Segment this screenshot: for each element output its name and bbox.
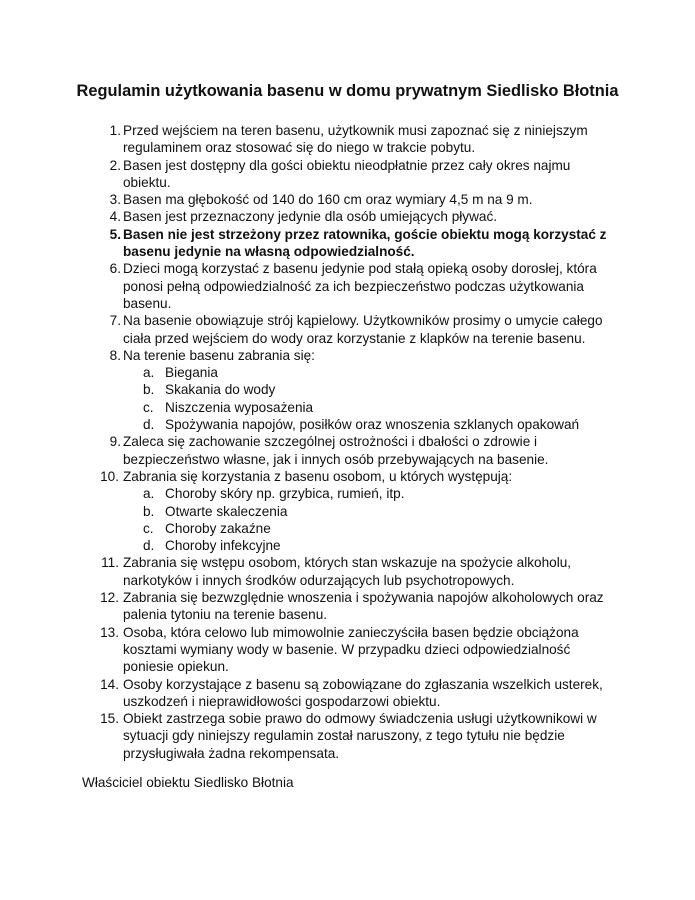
sublist-item: [123, 537, 619, 554]
rule-item: [99, 554, 619, 589]
sublist-letter: b.: [143, 503, 155, 519]
rule-text: Zaleca się zachowanie szczególnej ostrożności i dbałości o zdrowie i bezpieczeństwo własne, jak i innych osób przebywających na basenie.: [123, 434, 549, 467]
rule-text: Basen jest dostępny dla gości obiektu nieodpłatnie przez cały okres najmu obiektu.: [123, 157, 571, 190]
rule-number: 12.: [100, 590, 119, 606]
sublist-text: Choroby infekcyjne: [165, 538, 281, 554]
rule-text: Zabrania się bezwzględnie wnoszenia i spożywania napojów alkoholowych oraz palenia tytoniu na terenie basenu.: [123, 590, 604, 623]
sublist-item: [123, 416, 619, 433]
rule-text: Przed wejściem na teren basenu, użytkownik musi zapoznać się z niniejszym regulaminem oraz stosować się do niego w trakcie pobytu.: [123, 123, 588, 156]
rule-text: Osoba, która celowo lub mimowolnie zanieczyściła basen będzie obciążona kosztami wymiany wody w basenie. W przypadku dzieci odpowiedzialność poniesie opiekun.: [123, 624, 579, 675]
rule-item: [99, 312, 619, 347]
sublist-item: [123, 381, 619, 398]
rule-item: [99, 624, 619, 676]
sublist-item: [123, 520, 619, 537]
rule-number: 9.: [109, 434, 121, 450]
rule-item: [99, 122, 619, 157]
sublist-letter: c.: [143, 399, 154, 415]
sublist-text: Spożywania napojów, posiłków oraz wnoszenia szklanych opakowań: [165, 417, 580, 433]
sublist-letter: c.: [143, 520, 154, 536]
sublist-item: [123, 399, 619, 416]
document-title: Regulamin użytkowania basenu w domu prywatnym Siedlisko Błotnia: [76, 82, 619, 100]
rule-item: [99, 589, 619, 624]
rule-text: Zabrania się wstępu osobom, których stan wskazuje na spożycie alkoholu, narkotyków i innych środków odurzających lub psychotropowych.: [123, 555, 572, 588]
sublist-text: Choroby zakaźne: [165, 520, 271, 536]
sublist-letter: a.: [143, 365, 155, 381]
sublist-letter: b.: [143, 382, 155, 398]
sublist-text: Skakania do wody: [165, 382, 276, 398]
rule-item-bold: [99, 226, 619, 261]
rule-number: 1.: [109, 123, 121, 138]
rule-number: 6.: [109, 261, 121, 277]
rule-text: Basen ma głębokość od 140 do 160 cm oraz wymiary 4,5 m na 9 m.: [123, 192, 533, 208]
sublist-item: [123, 503, 619, 520]
rule-number: 8.: [109, 347, 121, 363]
rule-item: [99, 433, 619, 468]
rule-item: [99, 710, 619, 762]
sublist-letter: d.: [143, 417, 155, 433]
rule-number: 14.: [100, 676, 119, 692]
rule-text: Obiekt zastrzega sobie prawo do odmowy świadczenia usługi użytkownikowi w sytuacji gdy niniejszy regulamin został naruszony, z tego tytułu nie będzie przysługiwała żadna rekompensata.: [123, 711, 597, 761]
rule-number: 3.: [109, 192, 121, 208]
rule-item: [99, 191, 619, 208]
rule-item: [99, 347, 619, 433]
rule-item: [99, 468, 619, 554]
sublist-text: Otwarte skaleczenia: [165, 503, 288, 519]
rule-number: 15.: [100, 711, 119, 727]
rule-item: [99, 260, 619, 312]
sublist-text: Choroby skóry np. grzybica, rumień, itp.: [165, 486, 405, 502]
sublist-item: [123, 364, 619, 381]
rule-text: Na terenie basenu zabrania się:: [123, 347, 315, 363]
rule-sublist: [123, 485, 619, 554]
rule-item: [99, 676, 619, 711]
rule-item: [99, 208, 619, 225]
sublist-item: [123, 485, 619, 502]
sublist-text: Biegania: [165, 365, 218, 381]
rule-item: [99, 157, 619, 192]
rule-number: 4.: [109, 209, 121, 225]
sublist-text: Niszczenia wyposażenia: [165, 399, 314, 415]
rule-text: Dzieci mogą korzystać z basenu jedynie pod stałą opieką osoby dorosłej, która ponosi pełną odpowiedzialność za ich bezpieczeństwo podczas użytkowania basenu.: [123, 261, 597, 311]
sublist-letter: a.: [143, 486, 155, 502]
rule-number: 5.: [109, 226, 121, 242]
rule-sublist: [123, 364, 619, 433]
rule-text: Basen nie jest strzeżony przez ratownika, goście obiektu mogą korzystać z basenu jedynie na własną odpowiedzialność.: [123, 226, 607, 260]
rule-number: 11.: [101, 555, 119, 571]
rule-text: Zabrania się korzystania z basenu osobom, u których występują:: [123, 468, 513, 484]
rules-list: [99, 122, 619, 762]
rule-number: 2.: [109, 157, 121, 173]
rule-text: Na basenie obowiązuje strój kąpielowy. Użytkowników prosimy o umycie całego ciała przed wejściem do wody oraz korzystanie z klapków na terenie basenu.: [123, 313, 603, 346]
rule-number: 7.: [109, 313, 121, 329]
owner-signature-line: Właściciel obiektu Siedlisko Błotnia: [82, 775, 294, 790]
rule-text: Basen jest przeznaczony jedynie dla osób umiejących pływać.: [123, 209, 498, 225]
sublist-letter: d.: [143, 538, 155, 554]
rule-text: Osoby korzystające z basenu są zobowiązane do zgłaszania wszelkich usterek, uszkodzeń i nieprawidłowości gospodarzowi obiektu.: [123, 676, 603, 709]
rule-number: 13.: [100, 624, 119, 640]
rule-number: 10.: [100, 468, 119, 484]
